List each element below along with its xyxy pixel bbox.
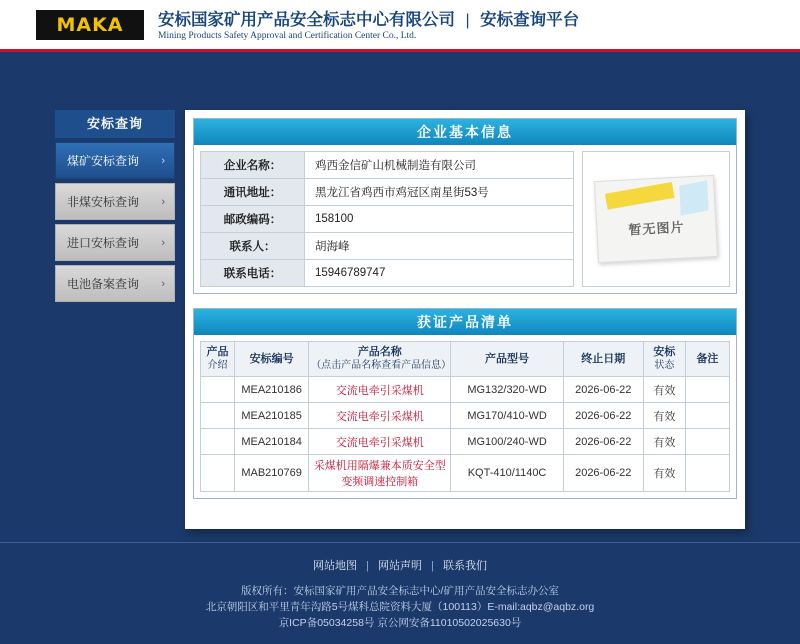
status-badge: 有效	[643, 429, 685, 455]
cell-remark	[685, 455, 729, 492]
product-list-panel	[193, 308, 737, 499]
cell-code: MEA210184	[235, 429, 309, 455]
cell-end-date: 2026-06-22	[563, 403, 643, 429]
site-title-block	[158, 6, 579, 43]
cell-model: KQT-410/1140C	[451, 455, 563, 492]
th-main: 安标	[653, 346, 676, 358]
site-title-en: Mining Products Safety Approval and Certification Center Co., Ltd.	[158, 31, 417, 41]
sidebar-item-coal-mine[interactable]	[55, 142, 175, 179]
title-divider: |	[465, 12, 470, 29]
company-name-value: 鸡西金信矿山机械制造有限公司	[305, 152, 574, 179]
company-info-table	[200, 151, 574, 287]
product-name-link[interactable]: 交流电牵引采煤机	[335, 410, 424, 423]
sidebar-item-battery-record[interactable]	[55, 265, 175, 302]
cell-remark	[685, 429, 729, 455]
product-list-title: 获证产品清单	[194, 309, 736, 335]
postcode-label: 邮政编码：	[201, 206, 305, 233]
product-name-link[interactable]: 交流电牵引采煤机	[335, 436, 424, 449]
footer-icp: 京ICP备05034258号 京公网安备11010502025630号	[278, 617, 522, 629]
page-body	[0, 52, 800, 542]
table-row	[201, 179, 574, 206]
company-info-title: 企业基本信息	[194, 119, 736, 145]
logo-text: MAKA	[56, 13, 124, 36]
sidebar-item-import[interactable]	[55, 224, 175, 261]
cell-code: MAB210769	[235, 455, 309, 492]
table-row	[201, 403, 730, 429]
contact-value: 胡海峰	[305, 233, 574, 260]
sidebar-item-label: 电池备案查询	[67, 277, 140, 291]
address-label: 通讯地址：	[201, 179, 305, 206]
content-panel	[185, 110, 745, 529]
chevron-right-icon: ›	[161, 236, 165, 249]
th-main: 产品	[206, 346, 229, 358]
product-name-link[interactable]: 采煤机用隔爆兼本质安全型变频调速控制箱	[313, 460, 446, 488]
table-header-row	[201, 342, 730, 377]
product-list-body	[194, 335, 736, 498]
th-remark: 备注	[685, 342, 729, 377]
table-row	[201, 233, 574, 260]
product-table-head	[201, 342, 730, 377]
footer-separator: |	[431, 560, 434, 572]
table-row	[201, 260, 574, 287]
maka-logo[interactable]	[36, 10, 144, 40]
cell-remark	[685, 377, 729, 403]
site-title-cn: 安标国家矿用产品安全标志中心有限公司	[158, 11, 455, 29]
cell-product-name[interactable]	[309, 455, 451, 492]
site-footer	[0, 542, 800, 644]
no-image-placeholder-icon	[594, 175, 718, 263]
table-row	[201, 455, 730, 492]
table-row	[201, 429, 730, 455]
cell-intro[interactable]	[201, 403, 235, 429]
th-end-date: 终止日期	[563, 342, 643, 377]
cell-product-name[interactable]	[309, 429, 451, 455]
footer-link-contact[interactable]: 联系我们	[442, 560, 487, 572]
th-certificate-code: 安标编号	[235, 342, 309, 377]
phone-label: 联系电话：	[201, 260, 305, 287]
product-name-link[interactable]: 交流电牵引采煤机	[335, 384, 424, 397]
phone-value: 15946789747	[305, 260, 574, 287]
th-sub: （点击产品名称查看产品信息）	[311, 360, 452, 371]
th-sub: 介绍	[207, 360, 228, 371]
table-row	[201, 206, 574, 233]
cell-remark	[685, 403, 729, 429]
cell-code: MEA210186	[235, 377, 309, 403]
site-title-row	[158, 6, 579, 30]
company-image-box	[582, 151, 730, 287]
cell-intro[interactable]	[201, 455, 235, 492]
table-row	[201, 152, 574, 179]
sidebar-item-label: 非煤安标查询	[67, 195, 140, 209]
footer-link-sitemap[interactable]: 网站地图	[313, 560, 358, 572]
cell-end-date: 2026-06-22	[563, 429, 643, 455]
status-badge: 有效	[643, 455, 685, 492]
footer-link-statement[interactable]: 网站声明	[378, 560, 422, 572]
product-table	[200, 341, 730, 492]
company-info-panel	[193, 118, 737, 294]
th-main: 产品名称	[357, 346, 402, 358]
cell-code: MEA210185	[235, 403, 309, 429]
company-name-label: 企业名称：	[201, 152, 305, 179]
cell-intro[interactable]	[201, 429, 235, 455]
status-badge: 有效	[643, 403, 685, 429]
chevron-right-icon: ›	[161, 277, 165, 290]
sidebar-title: 安标查询	[55, 110, 175, 138]
company-info-body	[194, 145, 736, 293]
cell-intro[interactable]	[201, 377, 235, 403]
platform-label: 安标查询平台	[480, 11, 580, 29]
cell-end-date: 2026-06-22	[563, 455, 643, 492]
sidebar-item-non-coal[interactable]	[55, 183, 175, 220]
th-sub: 状态	[654, 360, 675, 371]
sidebar-item-label: 煤矿安标查询	[67, 154, 140, 168]
site-header	[0, 0, 800, 52]
th-product-name	[309, 342, 451, 377]
sidebar-item-label: 进口安标查询	[67, 236, 140, 250]
footer-copyright: 版权所有：安标国家矿用产品安全标志中心/矿用产品安全标志办公室	[241, 585, 559, 597]
footer-address: 北京朝阳区和平里青年沟路5号煤科总院资料大厦（100113）E-mail:aqbz@aqbz.org	[205, 601, 595, 613]
cell-product-name[interactable]	[309, 377, 451, 403]
postcode-value: 158100	[305, 206, 574, 233]
th-product-model: 产品型号	[451, 342, 563, 377]
cell-model: MG170/410-WD	[451, 403, 563, 429]
no-image-text: 暂无图片	[628, 219, 685, 237]
address-value: 黑龙江省鸡西市鸡冠区南星街53号	[305, 179, 574, 206]
cell-model: MG132/320-WD	[451, 377, 563, 403]
th-status	[643, 342, 685, 377]
chevron-right-icon: ›	[161, 195, 165, 208]
cell-end-date: 2026-06-22	[563, 377, 643, 403]
sidebar	[55, 110, 175, 302]
contact-label: 联系人：	[201, 233, 305, 260]
cell-model: MG100/240-WD	[451, 429, 563, 455]
footer-separator: |	[366, 560, 369, 572]
footer-links	[0, 557, 800, 573]
th-product-intro	[201, 342, 235, 377]
status-badge: 有效	[643, 377, 685, 403]
cell-product-name[interactable]	[309, 403, 451, 429]
product-table-body	[201, 377, 730, 492]
table-row	[201, 377, 730, 403]
chevron-right-icon: ›	[161, 154, 165, 167]
